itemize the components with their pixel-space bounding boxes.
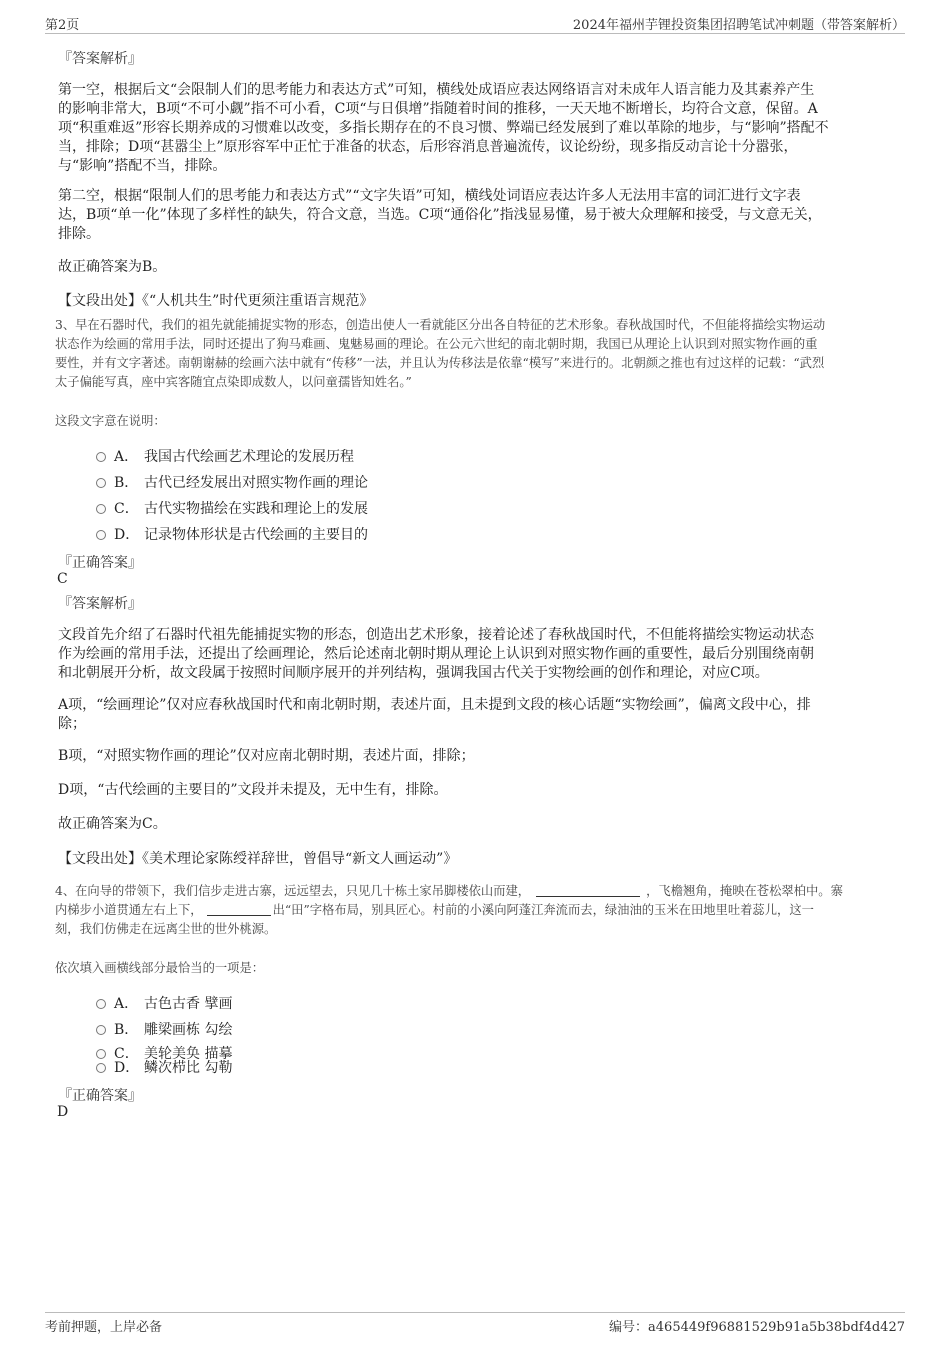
text-line: 4、在向导的带领下，我们信步走进古寨，远远望去，只见几十栋土家吊脚楼依山而建， ，飞檐翘角，掩映在苍松翠柏中。寨: [55, 884, 843, 898]
option-c[interactable]: C． 美轮美奂 描摹: [96, 1043, 232, 1063]
footer-slogan: 考前押题，上岸必备: [45, 1320, 163, 1335]
analysis-paragraph-2: [58, 696, 894, 734]
correct-answer-label: 『正确答案』: [58, 1088, 142, 1104]
text-line: 与“影响”搭配不当，排除。: [58, 158, 227, 174]
analysis-paragraph-3: B项，“对照实物作画的理论”仅对应南北朝时期，表述片面，排除；: [58, 748, 475, 764]
text-line: 排除。: [58, 226, 100, 242]
text-line: 第一空，根据后文“会限制人们的思考能力和表达方式”可知，横线处成语应表达网络语言对未成年人语言能力及其素养产生: [58, 82, 815, 98]
question-4-text: [55, 882, 895, 939]
page-header: [45, 12, 905, 34]
text-line: 3、早在石器时代，我们的祖先就能捕捉实物的形态，创造出使人一看就能区分出各自特征的艺术形象。春秋战国时代，不但能将描绘实物运动: [55, 318, 826, 332]
radio-icon[interactable]: [96, 504, 106, 514]
source-citation: 【文段出处】《美术理论家陈绶祥辞世，曾倡导“新文人画运动”》: [58, 851, 458, 867]
radio-icon[interactable]: [96, 452, 106, 462]
radio-icon[interactable]: [96, 530, 106, 540]
analysis-paragraph-2: [58, 187, 894, 244]
option-c[interactable]: C． 古代实物描绘在实践和理论上的发展: [96, 498, 368, 518]
text-line: 第二空，根据“限制人们的思考能力和表达方式”“文字失语”可知，横线处词语应表达许多人无法用丰富的词汇进行文字表: [58, 188, 801, 204]
text-line: 内梯步小道贯通左右上下， 出“田”字格布局，别具匠心。村前的小溪向阿蓬江奔流而去，绿油油的玉米在田地里吐着蕊儿，这一: [55, 903, 814, 917]
text-line: 和北朝展开分析，故文段属于按照时间顺序展开的并列结构，强调我国古代关于实物绘画的创作和理论，对应C项。: [58, 665, 769, 681]
option-d[interactable]: D． 鳞次栉比 勾勒: [96, 1057, 232, 1077]
question-3-text: [55, 316, 895, 392]
page-footer: [45, 1312, 905, 1334]
question-3-prompt: 这段文字意在说明：: [55, 414, 166, 428]
analysis-label: 『答案解析』: [58, 51, 142, 67]
option-a[interactable]: A． 古色古香 擘画: [96, 993, 232, 1013]
text-line: 状态作为绘画的常用手法，同时还提出了狗马难画、鬼魅易画的理论。在公元六世纪的南北朝时期，我国已从理论上认识到对照实物作画的重: [55, 337, 818, 351]
correct-answer-label: 『正确答案』: [58, 555, 142, 571]
analysis-paragraph-1: [58, 626, 894, 683]
correct-answer: D: [57, 1104, 69, 1120]
text-line: 刻，我们仿佛走在远离尘世的世外桃源。: [55, 922, 277, 936]
analysis-label: 『答案解析』: [58, 596, 142, 612]
source-citation: 【文段出处】《“人机共生”时代更须注重语言规范》: [58, 293, 374, 309]
text-line: 当，排除；D项“甚嚣尘上”原形容军中正忙于准备的状态，后形容消息普遍流传，议论纷纷，现多指反动言论十分嚣张，: [58, 139, 798, 155]
question-4-prompt: 依次填入画横线部分最恰当的一项是：: [55, 961, 265, 975]
text-line: 要性，并有文字著述。南朝谢赫的绘画六法中就有“传移”一法，并且认为传移法是依靠“模写”来进行的。北朝颜之推也有过这样的记载：“武烈: [55, 356, 825, 370]
fill-blank-1: [536, 885, 640, 897]
radio-icon[interactable]: [96, 478, 106, 488]
text-line: A项，“绘画理论”仅对应春秋战国时代和南北朝时期，表述片面，且未提到文段的核心话题“实物绘画”，偏离文段中心，排: [58, 697, 811, 713]
radio-icon[interactable]: [96, 1063, 106, 1073]
fill-blank-2: [207, 904, 271, 916]
radio-icon[interactable]: [96, 1025, 106, 1035]
option-d[interactable]: D． 记录物体形状是古代绘画的主要目的: [96, 524, 368, 544]
text-line: 文段首先介绍了石器时代祖先能捕捉实物的形态，创造出艺术形象，接着论述了春秋战国时代，不但能将描绘实物运动状态: [58, 627, 814, 643]
text-line: 的影响非常大，B项“不可小觑”指不可小看，C项“与日俱增”指随着时间的推移，一天天地不断增长，均符合文意，保留。A: [58, 101, 818, 117]
page-number: 第2页: [45, 18, 80, 33]
analysis-paragraph-1: [58, 81, 894, 176]
text-line: 除；: [58, 716, 86, 732]
text-line: 作为绘画的常用手法，还提出了绘画理论，然后论述南北朝时期从理论上认识到对照实物作画的重要性，最后分别围绕南朝: [58, 646, 814, 662]
radio-icon[interactable]: [96, 999, 106, 1009]
analysis-conclusion: 故正确答案为B。: [58, 259, 167, 275]
text-line: 项“积重难返”形容长期养成的习惯难以改变，多指长期存在的不良习惯、弊端已经发展到了难以革除的地步，与“影响”搭配不: [58, 120, 829, 136]
document-id: 编号：a465449f96881529b91a5b38bdf4d427: [609, 1320, 905, 1335]
analysis-conclusion: 故正确答案为C。: [58, 816, 167, 832]
text-line: 达，B项“单一化”体现了多样性的缺失，符合文意，当选。C项“通俗化”指浅显易懂，易于被大众理解和接受，与文意无关，: [58, 207, 822, 223]
correct-answer: C: [57, 571, 68, 587]
text-line: 太子偏能写真，座中宾客随宜点染即成数人，以问童孺皆知姓名。”: [55, 375, 412, 389]
analysis-paragraph-4: D项，“古代绘画的主要目的”文段并未提及，无中生有，排除。: [58, 782, 448, 798]
option-b[interactable]: B． 雕梁画栋 勾绘: [96, 1019, 232, 1039]
option-a[interactable]: A． 我国古代绘画艺术理论的发展历程: [96, 446, 354, 466]
document-title: 2024年福州芋锂投资集团招聘笔试冲刺题（带答案解析）: [572, 18, 905, 33]
option-b[interactable]: B． 古代已经发展出对照实物作画的理论: [96, 472, 368, 492]
